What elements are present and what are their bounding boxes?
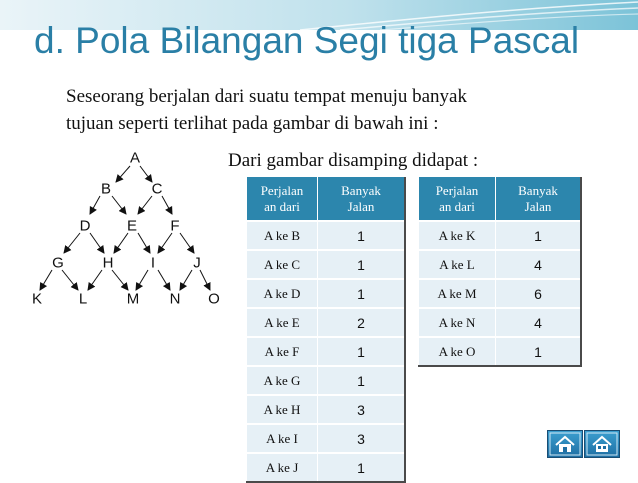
- route-cell: A ke D: [247, 279, 318, 308]
- header-perjalanan: [247, 177, 318, 221]
- table-row: [419, 337, 582, 366]
- node-j: J: [193, 254, 201, 272]
- node-e: E: [126, 217, 138, 235]
- count-cell: 1: [318, 250, 406, 279]
- table-row: [247, 424, 406, 453]
- table-row: [419, 279, 582, 308]
- count-cell: 4: [496, 250, 582, 279]
- node-o: O: [208, 290, 220, 308]
- edge-f-j: [180, 233, 194, 253]
- paragraph-line-2: tujuan seperti terlihat pada gambar di bawah ini :: [66, 113, 439, 134]
- count-cell: 1: [496, 337, 582, 366]
- edge-i-m: [136, 270, 148, 290]
- count-cell: 3: [318, 424, 406, 453]
- node-a: A: [129, 149, 141, 167]
- count-cell: 2: [318, 308, 406, 337]
- count-cell: 1: [318, 453, 406, 482]
- count-cell: 1: [496, 221, 582, 250]
- route-cell: A ke H: [247, 395, 318, 424]
- count-cell: 6: [496, 279, 582, 308]
- node-d: D: [79, 217, 91, 235]
- table-left: [246, 177, 406, 483]
- edge-j-o: [200, 270, 210, 290]
- route-cell: A ke O: [419, 337, 496, 366]
- count-cell: 3: [318, 395, 406, 424]
- table-row: [247, 221, 406, 250]
- house-button[interactable]: [584, 430, 620, 458]
- node-c: C: [151, 180, 163, 198]
- header-banyak-line2: Jalan: [524, 198, 552, 214]
- edge-g-l: [62, 270, 78, 290]
- header-perjalanan-line1: Perjalan: [435, 182, 479, 198]
- home-icon: [548, 431, 582, 457]
- header-perjalanan: [419, 177, 496, 221]
- header-banyak-jalan: [496, 177, 582, 221]
- house-icon: [585, 431, 619, 457]
- caption-text: Dari gambar disamping didapat :: [228, 150, 479, 171]
- node-i: I: [150, 254, 156, 272]
- header-perjalanan-line2: an dari: [439, 198, 475, 214]
- table-row: [247, 308, 406, 337]
- table-row: [419, 250, 582, 279]
- edge-e-h: [114, 233, 128, 253]
- header-perjalanan-line2: an dari: [264, 198, 300, 214]
- edge-f-i: [158, 233, 172, 253]
- route-cell: A ke C: [247, 250, 318, 279]
- node-b: B: [100, 180, 112, 198]
- node-h: H: [102, 254, 114, 272]
- edge-c-f: [162, 196, 172, 214]
- route-cell: A ke L: [419, 250, 496, 279]
- route-cell: A ke F: [247, 337, 318, 366]
- edge-c-e: [138, 196, 152, 214]
- route-cell: A ke E: [247, 308, 318, 337]
- count-cell: 1: [318, 366, 406, 395]
- route-cell: A ke N: [419, 308, 496, 337]
- node-k: K: [31, 290, 43, 308]
- edge-d-h: [90, 233, 104, 253]
- count-cell: 1: [318, 337, 406, 366]
- table-row: [247, 366, 406, 395]
- route-cell: A ke G: [247, 366, 318, 395]
- route-cell: A ke M: [419, 279, 496, 308]
- edge-a-b: [116, 166, 130, 182]
- route-cell: A ke B: [247, 221, 318, 250]
- edge-d-g: [64, 233, 80, 253]
- header-banyak-line1: Banyak: [518, 182, 558, 198]
- table-row: [247, 279, 406, 308]
- node-m: M: [126, 290, 140, 308]
- paragraph-line-1: Seseorang berjalan dari suatu tempat menuju banyak: [66, 86, 467, 107]
- edge-b-e: [112, 196, 126, 214]
- edge-h-m: [112, 270, 128, 290]
- count-cell: 4: [496, 308, 582, 337]
- edge-b-d: [90, 196, 100, 214]
- table-row: [247, 250, 406, 279]
- table-row: [419, 308, 582, 337]
- header-banyak-line1: Banyak: [341, 182, 381, 198]
- node-n: N: [169, 290, 181, 308]
- header-banyak-line2: Jalan: [347, 198, 375, 214]
- route-cell: A ke K: [419, 221, 496, 250]
- header-perjalanan-line1: Perjalan: [260, 182, 304, 198]
- edge-i-n: [158, 270, 170, 290]
- edge-h-l: [88, 270, 102, 290]
- node-l: L: [78, 290, 88, 308]
- slide-title: d. Pola Bilangan Segi tiga Pascal: [34, 20, 580, 61]
- edge-e-i: [138, 233, 150, 253]
- home-button[interactable]: [547, 430, 583, 458]
- node-g: G: [52, 254, 64, 272]
- node-f: F: [170, 217, 180, 235]
- header-banyak-jalan: [318, 177, 406, 221]
- count-cell: 1: [318, 279, 406, 308]
- edge-g-k: [40, 270, 52, 290]
- table-right: [418, 177, 582, 367]
- route-cell: A ke J: [247, 453, 318, 482]
- count-cell: 1: [318, 221, 406, 250]
- route-cell: A ke I: [247, 424, 318, 453]
- edge-j-n: [180, 270, 192, 290]
- edge-a-c: [140, 166, 152, 182]
- table-row: [247, 395, 406, 424]
- table-row: [419, 221, 582, 250]
- table-row: [247, 337, 406, 366]
